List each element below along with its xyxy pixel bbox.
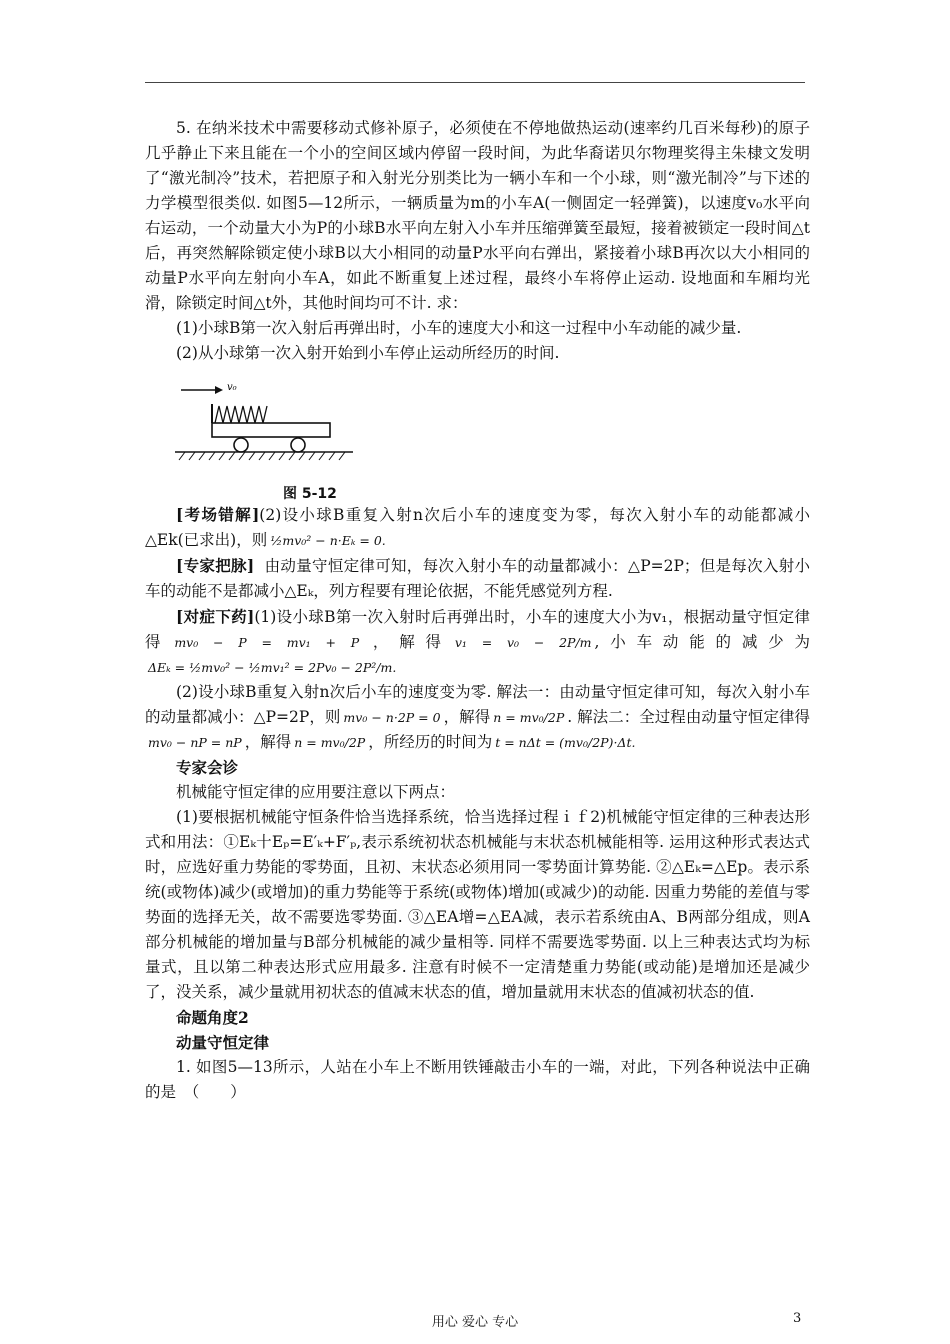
cart-wheel [291, 438, 305, 452]
remedy-tag: [对症下药] [176, 607, 255, 626]
remedy-text: ，所经历的时间为 [368, 733, 493, 751]
footer-slogan: 用心 爱心 专心 [431, 1315, 519, 1330]
page-number: 3 [793, 1311, 802, 1326]
error-equation: ½mv₀² − n·Eₖ = 0. [270, 533, 386, 548]
expert-text: 由动量守恒定律可知，每次入射小车的动量都减小：△P=2P；但是每次入射小车的动能不是都减小△Eₖ，列方程要有理论依据，不能凭感觉列方程. [145, 557, 810, 600]
remedy-text: ，解得 [443, 708, 491, 726]
remedy-text: . 解法二：全过程由动量守恒定律得 [567, 708, 810, 726]
velocity-label: v₀ [227, 382, 237, 393]
question-1: (1)小球B第一次入射后再弹出时，小车的速度大小和这一过程中小车动能的减少量. [176, 319, 742, 337]
method2-equation: mv₀ − nP = nP [148, 735, 242, 750]
remedy-text: (1)设小球B第一次入射时后再弹出时，小车的速度大小为v₁，根据动量守恒定律得 [145, 608, 810, 651]
remedy-text: ，解得 [362, 633, 452, 651]
time-equation: t = nΔt = (mv₀/2P)·Δt. [495, 735, 636, 750]
n-equation: n = mv₀/2P [294, 735, 366, 750]
cart-spring-diagram [175, 368, 355, 480]
expert-analysis [145, 553, 810, 604]
v1-equation: v₁ = v₀ − 2P/m [454, 635, 592, 650]
figure-5-12 [175, 368, 810, 500]
remedy-text: (2)设小球B重复入射n次后小车的速度变为零. 解法一：由动量守恒定律可知，每次入射小车的动量都减小：△P=2P，则 [145, 683, 810, 726]
remedy-part-2 [145, 680, 810, 755]
spring [215, 406, 267, 423]
consult-heading: 专家会诊 [176, 758, 239, 777]
header-rule [145, 82, 805, 83]
problem-5-statement: 5. 在纳米技术中需要移动式修补原子，必须使在不停地做热运动(速率约几百米每秒)的原子几乎静止下来且能在一个小的空间区域内停留一段时间，为此华裔诺贝尔物理奖得主朱棣文发明了“激光制冷”技术，若把原子和入射光分别类比为一辆小车和一个小球，则“激光制冷”与下述的力学模型很类似. 如图5—12所示，一辆质量为m的小车A(一侧固定一轻弹簧)，以速度v₀水平向右运动，一个动量大小为P的小球B水平向左射入小车并压缩弹簧至最短，接着被锁定一段时间△t后，再突然解除锁定使小球B以大小相同的动量P水平向右弹出，紧接着小球B再次以大小相同的动量P水平向左射向小车A，如此不断重复上述过程，最终小车将停止运动. 设地面和车厢均光滑，除锁定时间△t外，其他时间均可不计. 求： [145, 119, 810, 312]
cart-body [212, 423, 330, 437]
expert-tag: [专家把脉] [176, 556, 255, 575]
ground-hatching [179, 452, 345, 460]
consult-intro: 机械能守恒定律的应用要注意以下两点： [176, 783, 456, 801]
remedy-text: ,小车动能的减少为 [594, 633, 810, 651]
consult-body: (1)要根据机械能守恒条件恰当选择系统，恰当选择过程ｉｆ2)机械能守恒定律的三种表达形式和用法：①Eₖ十Eₚ=E′ₖ+F′ₚ,表示系统初状态机械能与末状态机械能相等. 运用这种形式表达式时，应选好重力势能的零势面，且初、末状态必须用同一零势面计算势能. ②△Eₖ=△Ep。表示系统(或物体)减少(或增加)的重力势能等于系统(或物体)增加(或减少)的动能. 因重力势能的差值与零势面的选择无关，故不需要选零势面. ③△EA增=△EA减，表示若系统由A、B两部分组成，则A部分机械能的增加量与B部分机械能的减少量相等. 同样不需要选零势面. 以上三种表达式均为标量式，且以第二种表达形式应用最多. 注意有时候不一定清楚重力势能(或动能)是增加还是减少了，没关系，减少量就用初状态的值减末状态的值，增加量就用末状态的值减初状态的值. [145, 808, 810, 1001]
cart-wheel [234, 438, 248, 452]
method1-equation: mv₀ − n·2P = 0 [343, 710, 441, 725]
remedy-part-1 [145, 604, 810, 680]
angle-question-1: 1. 如图5—13所示，人站在小车上不断用铁锤敲击小车的一端，对此，下列各种说法中正确的是 （ ） [145, 1058, 810, 1101]
momentum-equation: mv₀ − P = mv₁ + P [174, 635, 360, 650]
figure-caption: 图 5-12 [283, 486, 337, 502]
kinetic-energy-equation: ΔEₖ = ½mv₀² − ½mv₁² = 2Pv₀ − 2P²/m. [148, 660, 397, 675]
error-tag: [考场错解] [176, 505, 260, 524]
question-2: (2)从小球第一次入射开始到小车停止运动所经历的时间. [176, 344, 560, 362]
error-text: (2)设小球B重复入射n次后小车的速度变为零，每次入射小车的动能都减小△Ek(已求出)，则 [145, 506, 810, 549]
angle-topic: 动量守恒定律 [176, 1033, 270, 1052]
n-equation: n = mv₀/2P [493, 710, 565, 725]
page-content [145, 116, 810, 1105]
angle-heading: 命题角度2 [176, 1008, 249, 1027]
remedy-text: ，解得 [244, 733, 292, 751]
error-solution [145, 502, 810, 553]
